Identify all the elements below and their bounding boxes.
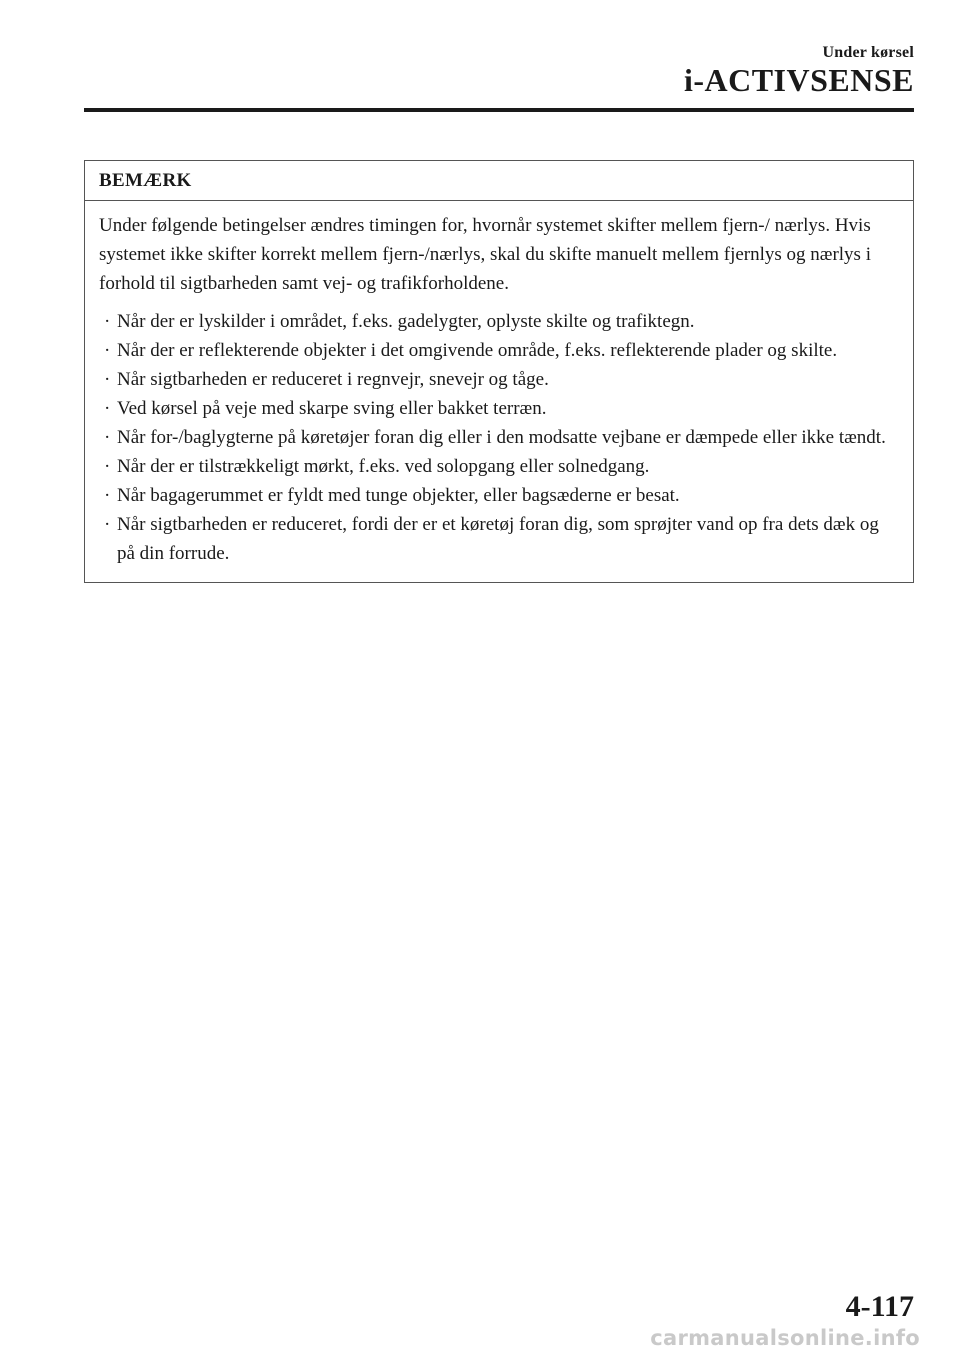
watermark: carmanualsonline.info [650,1326,920,1350]
note-intro-paragraph: Under følgende betingelser ændres timingen for, hvornår systemet skifter mellem fjern-/ nærlys. Hvis systemet ikke skifter korrekt mellem fjern-/nærlys, skal du skifte manuelt mellem fjernlys og nærlys i forhold til sigtbarheden samt vej- og trafikforholdene. [99,215,871,294]
bullet-dot-icon: · [104,456,111,477]
list-item-text: Når der er tilstrækkeligt mørkt, f.eks. ved solopgang eller solnedgang. [117,456,650,477]
note-box [84,160,914,583]
bullet-dot-icon: · [104,398,111,419]
list-item [99,307,899,336]
list-item-text: Når for-/baglygterne på køretøjer foran dig eller i den modsatte vejbane er dæmpede eller ikke tændt. [117,427,886,448]
list-item [99,394,899,423]
list-item-text: Når der er reflekterende objekter i det omgivende område, f.eks. reflekterende plader og skilte. [117,340,838,361]
bullet-dot-icon: · [104,485,111,506]
bullet-dot-icon: · [104,427,111,448]
list-item [99,365,899,394]
bullet-dot-icon: · [104,340,111,361]
list-item-text: Når bagagerummet er fyldt med tunge objekter, eller bagsæderne er besat. [117,485,680,506]
list-item-text: Når sigtbarheden er reduceret, fordi der er et køretøj foran dig, som sprøjter vand op fra dets dæk og på din forrude. [117,514,879,564]
list-item [99,510,899,568]
chapter-title: i-ACTIVSENSE [683,62,914,98]
list-item [99,423,899,452]
note-body [85,201,913,582]
bullet-dot-icon: · [104,369,111,390]
list-item [99,481,899,510]
section-title: Under kørsel [822,44,914,61]
list-item [99,336,899,365]
header-divider [84,108,914,112]
page-number: 4-117 [845,1290,914,1323]
note-heading: BEMÆRK [85,161,913,201]
bullet-dot-icon: · [104,311,111,332]
list-item-text: Ved kørsel på veje med skarpe sving eller bakket terræn. [117,398,547,419]
condition-list [99,307,899,568]
list-item-text: Når der er lyskilder i området, f.eks. gadelygter, oplyste skilte og trafiktegn. [117,311,695,332]
bullet-dot-icon: · [104,514,111,535]
list-item [99,452,899,481]
list-item-text: Når sigtbarheden er reduceret i regnvejr, snevejr og tåge. [117,369,549,390]
